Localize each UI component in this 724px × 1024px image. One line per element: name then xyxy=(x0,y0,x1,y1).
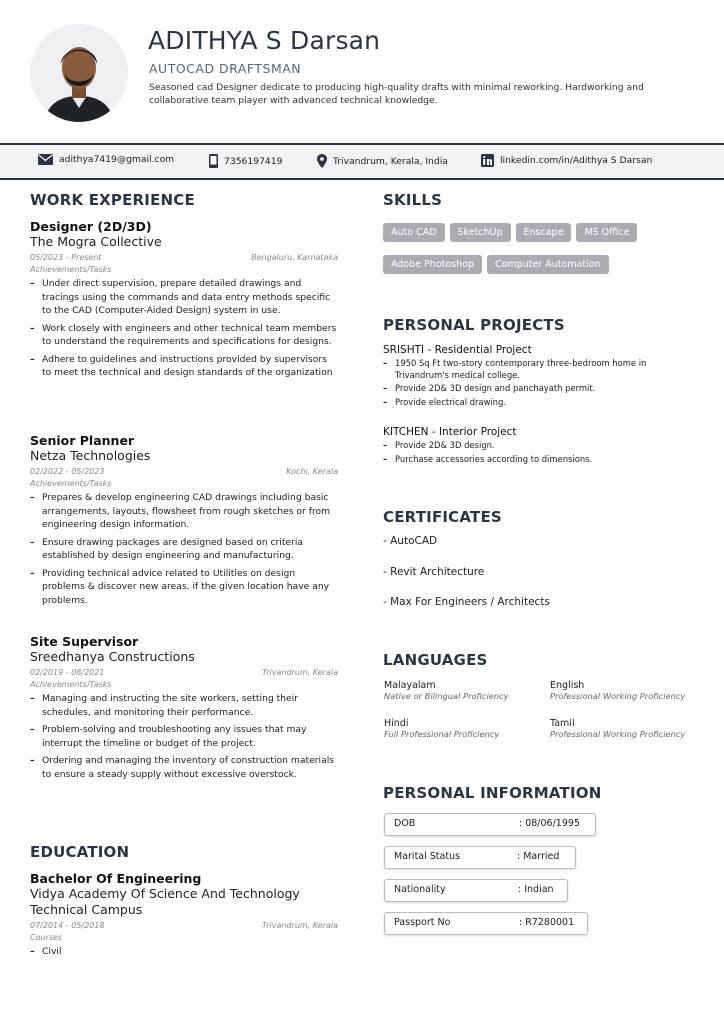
contact-email[interactable] xyxy=(38,154,174,165)
task-item: – Adhere to guidelines and instructions provided by supervisors to meet the technical and design standards of the organization xyxy=(30,353,338,380)
task-item: – Ensure drawing packages are designed based on criteria established by design engineering and manufacturing. xyxy=(30,536,338,563)
job-title: Senior Planner xyxy=(30,433,135,448)
project-items xyxy=(383,358,683,408)
info-row-dob xyxy=(384,813,596,836)
project-title: KITCHEN - Interior Project xyxy=(383,426,517,438)
info-value: : 08/06/1995 xyxy=(519,818,580,829)
job-company: The Mogra Collective xyxy=(30,234,162,249)
course-list xyxy=(30,945,338,959)
phone-icon xyxy=(209,154,218,168)
language-level: Full Professional Proficiency xyxy=(384,729,500,739)
education-location: Trivandrum, Kerala xyxy=(262,921,338,930)
achievements-label: Achievements/Tasks xyxy=(30,479,112,488)
language-item xyxy=(384,718,499,739)
project-entry xyxy=(383,426,683,467)
education-dates: 07/2014 - 05/2018 xyxy=(30,921,105,930)
language-item xyxy=(550,680,685,701)
info-row-passport xyxy=(384,912,588,935)
info-key: Nationality xyxy=(394,884,446,895)
candidate-name: ADITHYA S Darsan xyxy=(148,26,381,55)
language-level: Native or Bilingual Proficiency xyxy=(384,691,509,701)
location-text: Trivandrum, Kerala, India xyxy=(333,155,448,167)
profile-summary: Seasoned cad Designer dedicate to producing high-quality drafts with minimal reworking. Hardworking and collaborative team player with advanced technical knowledge. xyxy=(149,82,644,106)
map-pin-icon xyxy=(317,154,327,168)
language-item xyxy=(384,680,509,701)
task-list xyxy=(30,491,338,607)
degree-title: Bachelor Of Engineering xyxy=(30,871,202,886)
job-meta xyxy=(30,467,338,476)
skills-list xyxy=(383,220,703,284)
info-value: : R7280001 xyxy=(519,917,575,928)
profile-photo xyxy=(30,24,128,122)
certificate-item: - Max For Engineers / Architects xyxy=(383,596,550,608)
job-location: Trivandrum, Kerala xyxy=(262,668,338,677)
info-row-nationality xyxy=(384,879,568,902)
envelope-icon xyxy=(38,154,53,165)
job-dates: 02/2019 - 08/2021 xyxy=(30,668,105,677)
info-key: DOB xyxy=(394,818,416,829)
info-row-marital-status xyxy=(384,846,576,869)
skill-badge: Adobe Photoshop xyxy=(383,255,482,274)
task-item: – Under direct supervision, prepare detailed drawings and tracings using the commands and data entry methods specific to the CAD (Computer-Aided Design) system in use. xyxy=(30,277,338,318)
task-item: – Managing and instructing the site workers, setting their schedules, and monitoring their performance. xyxy=(30,692,338,719)
info-value: : Indian xyxy=(518,884,554,895)
job-title: Site Supervisor xyxy=(30,634,139,649)
task-item: – Providing technical advice related to Utilities on design problems & discover new areas, if the given location have any problems. xyxy=(30,567,338,608)
avatar xyxy=(30,24,128,122)
job-entry xyxy=(30,634,338,785)
job-entry xyxy=(30,219,338,384)
skill-badge: SketchUp xyxy=(450,223,511,242)
project-title: SRISHTI - Residential Project xyxy=(383,344,532,356)
language-name: Tamil xyxy=(550,718,575,729)
language-level: Professional Working Proficiency xyxy=(550,691,686,701)
job-entry xyxy=(30,433,338,611)
language-name: Malayalam xyxy=(384,680,436,691)
candidate-role: AUTOCAD DRAFTSMAN xyxy=(149,61,302,76)
project-item: – Purchase accessories according to dimensions. xyxy=(383,454,683,466)
certificates-heading: CERTIFICATES xyxy=(383,508,502,526)
skill-badge: Computer Automation xyxy=(487,255,609,274)
job-company: Netza Technologies xyxy=(30,448,151,463)
linkedin-icon xyxy=(481,154,494,167)
school-name: Vidya Academy Of Science And Technology Technical Campus xyxy=(30,886,300,917)
task-item: – Ordering and managing the inventory of construction materials to ensure a steady supply without excessive overstock. xyxy=(30,754,338,781)
skill-badge: Auto CAD xyxy=(383,223,445,242)
project-item: – Provide 2D& 3D design. xyxy=(383,440,683,452)
language-name: English xyxy=(550,680,585,691)
education-heading: EDUCATION xyxy=(30,843,130,861)
job-company: Sreedhanya Constructions xyxy=(30,649,195,664)
info-value: : Married xyxy=(517,851,560,862)
job-dates: 05/2023 - Present xyxy=(30,253,102,262)
projects-heading: PERSONAL PROJECTS xyxy=(383,316,565,334)
project-item: – Provide 2D& 3D design and panchayath permit. xyxy=(383,383,683,395)
skill-badge: Enscape xyxy=(516,223,572,242)
language-name: Hindi xyxy=(384,718,409,729)
contact-location xyxy=(317,154,448,168)
languages-heading: LANGUAGES xyxy=(383,651,488,669)
job-title: Designer (2D/3D) xyxy=(30,219,152,234)
project-item: – 1950 Sq Ft two-story contemporary three-bedroom home in Trivandrum's medical college. xyxy=(383,358,683,381)
contact-linkedin[interactable] xyxy=(481,154,652,167)
task-list xyxy=(30,692,338,781)
personal-info-heading: PERSONAL INFORMATION xyxy=(383,784,602,802)
education-entry xyxy=(30,871,338,963)
job-meta xyxy=(30,253,338,262)
skills-heading: SKILLS xyxy=(383,191,443,209)
achievements-label: Achievements/Tasks xyxy=(30,680,112,689)
education-meta xyxy=(30,921,338,930)
courses-label: Courses xyxy=(30,933,63,942)
contact-phone[interactable] xyxy=(209,154,282,168)
task-item: – Prepares & develop engineering CAD drawings including basic arrangements, layouts, flowsheet from rough sketches or from engineering design information. xyxy=(30,491,338,532)
achievements-label: Achievements/Tasks xyxy=(30,265,112,274)
job-location: Kochi, Kerala xyxy=(286,467,338,476)
certificate-item: - AutoCAD xyxy=(383,535,438,547)
certificate-item: - Revit Architecture xyxy=(383,566,485,578)
skill-badge: MS Office xyxy=(576,223,637,242)
job-location: Bengaluru, Karnataka xyxy=(251,253,338,262)
email-text: adithya7419@gmail.com xyxy=(59,154,175,165)
job-dates: 02/2022 - 05/2023 xyxy=(30,467,105,476)
language-level: Professional Working Proficiency xyxy=(550,729,686,739)
work-experience-heading: WORK EXPERIENCE xyxy=(30,191,195,209)
job-meta xyxy=(30,668,338,677)
task-list xyxy=(30,277,338,380)
info-key: Passport No xyxy=(394,917,451,928)
contact-bar xyxy=(0,143,724,180)
course-item: – Civil xyxy=(30,945,338,959)
phone-text: 7356197419 xyxy=(224,155,283,167)
task-item: – Problem-solving and troubleshooting any issues that may interrupt the timeline or budget of the project. xyxy=(30,723,338,750)
language-item xyxy=(550,718,685,739)
linkedin-text: linkedin.com/in/Adithya S Darsan xyxy=(500,155,653,166)
info-key: Marital Status xyxy=(394,851,461,862)
project-item: – Provide electrical drawing. xyxy=(383,397,683,409)
task-item: – Work closely with engineers and other technical team members to understand the requirements and specifications for designs. xyxy=(30,322,338,349)
project-items xyxy=(383,440,683,465)
project-entry xyxy=(383,344,683,410)
